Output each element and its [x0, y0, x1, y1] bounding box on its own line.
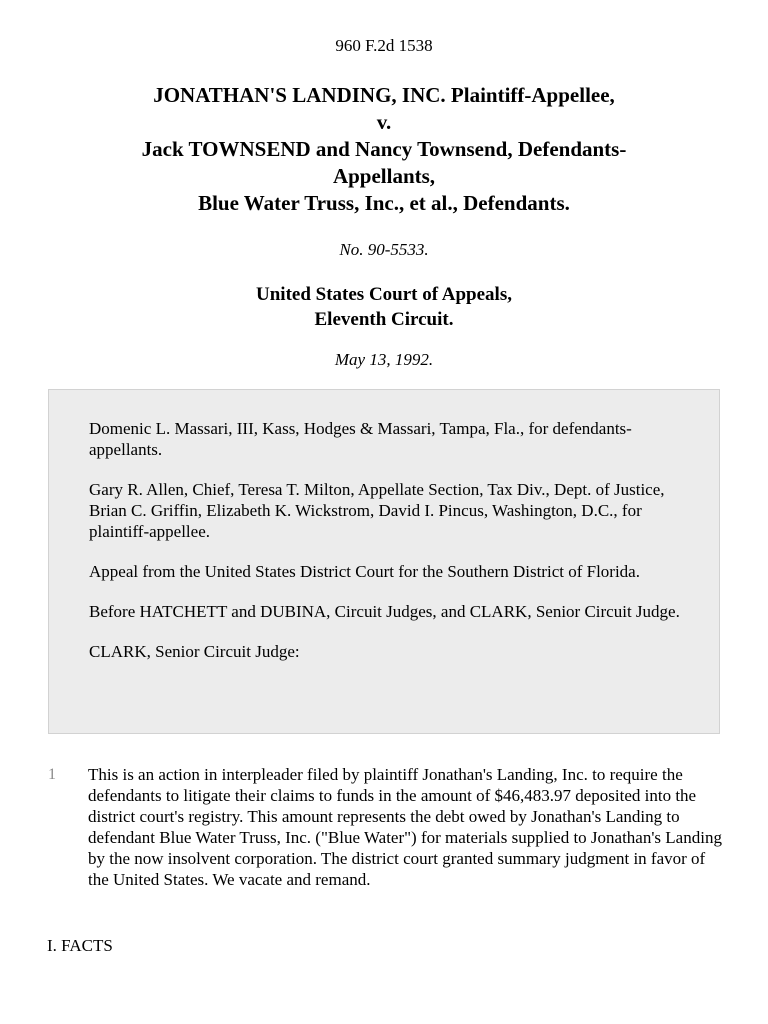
- case-title: [40, 82, 728, 217]
- decision-date: May 13, 1992.: [334, 350, 434, 369]
- case-citation: 960 F.2d 1538: [335, 36, 433, 55]
- case-title-versus: v.: [376, 110, 392, 134]
- paragraph-text: This is an action in interpleader filed by plaintiff Jonathan's Landing, Inc. to require the defendants to litigate their claims to funds in the amount of $46,483.97 deposited into the district court's registry. This amount represents the debt owed by Jonathan's Landing to defendant Blue Water Truss, Inc. ("Blue Water") for materials supplied to Jonathan's Landing by the now insolvent corporation. The district court granted summary judgment in favor of the United States. We vacate and remand.: [88, 765, 722, 889]
- court-name: [0, 282, 768, 332]
- case-title-other-defendants: Blue Water Truss, Inc., et al., Defendants.: [198, 191, 570, 215]
- panel-judges: Before HATCHETT and DUBINA, Circuit Judges, and CLARK, Senior Circuit Judge.: [89, 602, 680, 621]
- opinion-author: CLARK, Senior Circuit Judge:: [89, 642, 300, 661]
- case-title-plaintiff: JONATHAN'S LANDING, INC. Plaintiff-Appellee,: [153, 83, 615, 107]
- counsel-appellants: Domenic L. Massari, III, Kass, Hodges & Massari, Tampa, Fla., for defendants-appellants.: [89, 419, 632, 459]
- opinion-paragraph: [40, 764, 730, 890]
- docket-number: No. 90-5533.: [339, 240, 429, 259]
- section-heading: I. FACTS: [47, 936, 113, 955]
- court-name-line2: Eleventh Circuit.: [314, 309, 454, 330]
- paragraph-number: 1: [48, 766, 56, 783]
- case-title-defendants: Jack TOWNSEND and Nancy Townsend, Defendants-: [141, 137, 627, 161]
- case-title-defendants-cont: Appellants,: [332, 164, 436, 188]
- appeal-origin: Appeal from the United States District Court for the Southern District of Florida.: [89, 562, 640, 581]
- counsel-info-box: [48, 389, 720, 734]
- court-name-line1: United States Court of Appeals,: [256, 284, 512, 305]
- counsel-appellee: Gary R. Allen, Chief, Teresa T. Milton, Appellate Section, Tax Div., Dept. of Justice, Brian C. Griffin, Elizabeth K. Wickstrom, David I. Pincus, Washington, D.C., for plaintiff-appellee.: [89, 480, 665, 541]
